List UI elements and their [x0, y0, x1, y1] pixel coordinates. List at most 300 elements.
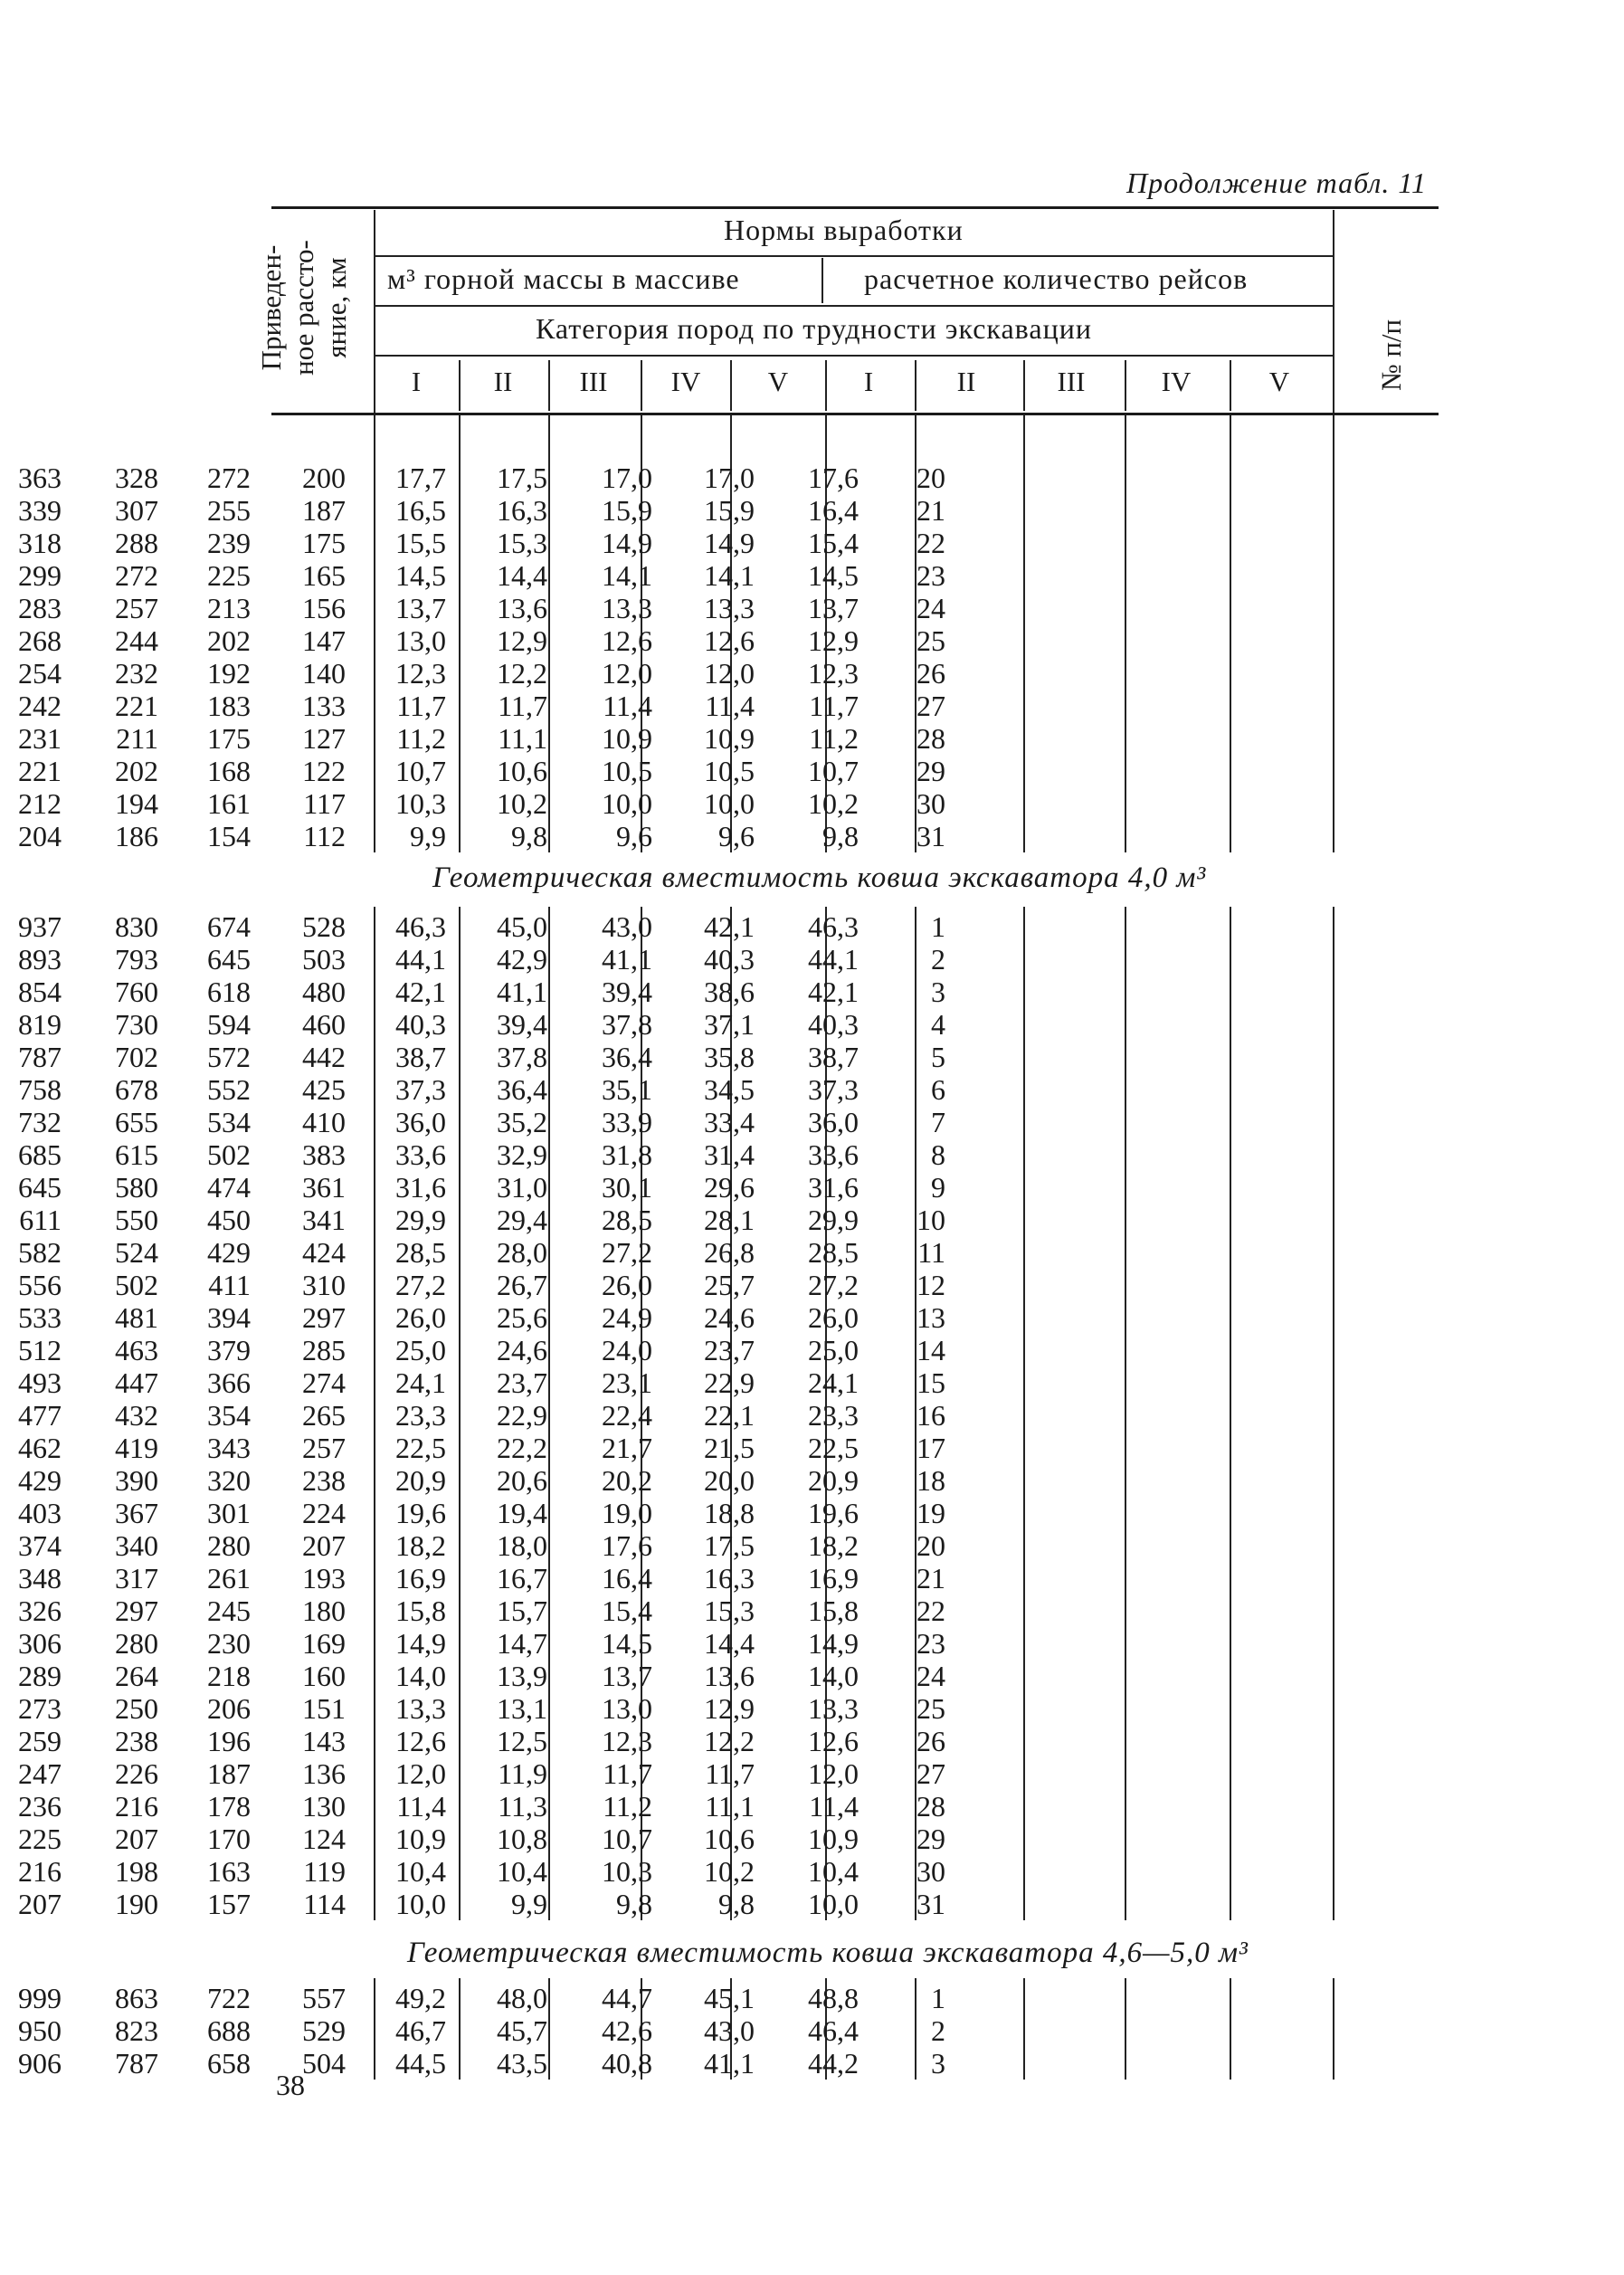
column-divider — [1230, 907, 1231, 1920]
value-cell: 221 — [115, 690, 158, 722]
table-row — [0, 1399, 1167, 1432]
value-cell: 424 — [302, 1236, 346, 1269]
value-cell: 37,8 — [497, 1041, 547, 1073]
value-cell: 27,2 — [808, 1269, 859, 1301]
row-number-cell: 20 — [916, 1529, 945, 1562]
value-cell: 25,0 — [395, 1334, 446, 1366]
roman-divider — [1023, 360, 1025, 411]
row-number-cell: 27 — [916, 1757, 945, 1790]
category-header-volume-v: V — [767, 366, 789, 397]
value-cell: 611 — [19, 1204, 62, 1236]
value-cell: 28,1 — [704, 1204, 755, 1236]
table-row — [0, 1432, 1167, 1464]
value-cell: 17,6 — [602, 1529, 652, 1562]
table-row — [0, 1725, 1167, 1757]
value-cell: 175 — [302, 527, 346, 559]
value-cell: 594 — [207, 1008, 251, 1041]
value-cell: 9,9 — [511, 1888, 547, 1920]
value-cell: 572 — [207, 1041, 251, 1073]
value-cell: 29,9 — [808, 1204, 859, 1236]
value-cell: 17,7 — [395, 462, 446, 494]
value-cell: 216 — [115, 1790, 158, 1823]
value-cell: 29,4 — [497, 1204, 547, 1236]
value-cell: 17,0 — [602, 462, 652, 494]
header-top-rule — [271, 206, 1439, 209]
value-cell: 119 — [303, 1855, 346, 1888]
value-cell: 13,7 — [602, 1660, 652, 1692]
roman-divider — [1125, 360, 1126, 411]
value-cell: 43,0 — [602, 910, 652, 943]
value-cell: 45,1 — [704, 1982, 755, 2014]
table-row — [0, 1757, 1167, 1790]
value-cell: 12,6 — [602, 624, 652, 657]
value-cell: 12,9 — [808, 624, 859, 657]
table-row — [0, 943, 1167, 976]
value-cell: 265 — [302, 1399, 346, 1432]
value-cell: 10,6 — [704, 1823, 755, 1855]
value-cell: 42,9 — [497, 943, 547, 976]
value-cell: 41,1 — [704, 2047, 755, 2080]
value-cell: 36,0 — [808, 1106, 859, 1138]
value-cell: 31,4 — [704, 1138, 755, 1171]
value-cell: 15,7 — [497, 1594, 547, 1627]
value-cell: 112 — [303, 820, 346, 852]
value-cell: 23,7 — [497, 1366, 547, 1399]
value-cell: 906 — [18, 2047, 62, 2080]
value-cell: 658 — [207, 2047, 251, 2080]
value-cell: 19,6 — [395, 1497, 446, 1529]
category-header-trips-i: I — [863, 366, 874, 397]
table-row — [0, 1529, 1167, 1562]
value-cell: 257 — [302, 1432, 346, 1464]
table-row — [0, 1855, 1167, 1888]
value-cell: 481 — [115, 1301, 158, 1334]
distance-header-line3: яние, км — [320, 257, 352, 358]
value-cell: 14,4 — [497, 559, 547, 592]
category-header-trips-ii: II — [956, 366, 976, 397]
value-cell: 685 — [18, 1138, 62, 1171]
value-cell: 854 — [18, 976, 62, 1008]
value-cell: 462 — [18, 1432, 62, 1464]
value-cell: 10,4 — [395, 1855, 446, 1888]
row-number-cell: 7 — [931, 1106, 945, 1138]
value-cell: 11,4 — [809, 1790, 859, 1823]
section-title: Геометрическая вместимость ковша экскаватора 4,0 м³ — [432, 861, 1207, 894]
value-cell: 33,6 — [395, 1138, 446, 1171]
value-cell: 12,2 — [704, 1725, 755, 1757]
row-number-cell: 31 — [916, 820, 945, 852]
table-row — [0, 1366, 1167, 1399]
value-cell: 28,5 — [395, 1236, 446, 1269]
value-cell: 13,3 — [395, 1692, 446, 1725]
row-number-cell: 31 — [916, 1888, 945, 1920]
value-cell: 133 — [302, 690, 346, 722]
value-cell: 379 — [207, 1334, 251, 1366]
value-cell: 42,1 — [808, 976, 859, 1008]
table-row — [0, 2047, 1167, 2080]
value-cell: 37,3 — [808, 1073, 859, 1106]
value-cell: 10,4 — [808, 1855, 859, 1888]
value-cell: 200 — [302, 462, 346, 494]
value-cell: 211 — [116, 722, 158, 755]
value-cell: 9,8 — [822, 820, 859, 852]
value-cell: 299 — [18, 559, 62, 592]
value-cell: 533 — [18, 1301, 62, 1334]
value-cell: 297 — [115, 1594, 158, 1627]
value-cell: 787 — [18, 1041, 62, 1073]
value-cell: 722 — [207, 1982, 251, 2014]
value-cell: 190 — [115, 1888, 158, 1920]
value-cell: 40,3 — [395, 1008, 446, 1041]
value-cell: 618 — [207, 976, 251, 1008]
row-number-cell: 20 — [916, 462, 945, 494]
value-cell: 49,2 — [395, 1982, 446, 2014]
value-cell: 11,1 — [705, 1790, 755, 1823]
value-cell: 257 — [115, 592, 158, 624]
value-cell: 218 — [207, 1660, 251, 1692]
value-cell: 207 — [115, 1823, 158, 1855]
row-number-cell: 10 — [916, 1204, 945, 1236]
value-cell: 37,8 — [602, 1008, 652, 1041]
value-cell: 226 — [115, 1757, 158, 1790]
value-cell: 390 — [115, 1464, 158, 1497]
value-cell: 9,6 — [616, 820, 652, 852]
value-cell: 17,0 — [704, 462, 755, 494]
value-cell: 20,2 — [602, 1464, 652, 1497]
value-cell: 10,3 — [395, 787, 446, 820]
value-cell: 819 — [18, 1008, 62, 1041]
value-cell: 22,5 — [808, 1432, 859, 1464]
roman-divider — [1230, 360, 1231, 411]
value-cell: 28,5 — [808, 1236, 859, 1269]
value-cell: 30,1 — [602, 1171, 652, 1204]
value-cell: 320 — [207, 1464, 251, 1497]
norms-underline — [375, 255, 1333, 257]
row-number-cell: 29 — [916, 755, 945, 787]
value-cell: 202 — [207, 624, 251, 657]
value-cell: 310 — [302, 1269, 346, 1301]
number-column-header: № п/п — [1375, 319, 1407, 391]
value-cell: 19,0 — [602, 1497, 652, 1529]
value-cell: 11,7 — [809, 690, 859, 722]
value-cell: 40,8 — [602, 2047, 652, 2080]
value-cell: 730 — [115, 1008, 158, 1041]
value-cell: 19,6 — [808, 1497, 859, 1529]
value-cell: 41,1 — [497, 976, 547, 1008]
table-row — [0, 787, 1167, 820]
value-cell: 198 — [115, 1855, 158, 1888]
value-cell: 212 — [18, 787, 62, 820]
value-cell: 13,9 — [497, 1660, 547, 1692]
value-cell: 374 — [18, 1529, 62, 1562]
value-cell: 12,6 — [395, 1725, 446, 1757]
table-row — [0, 1692, 1167, 1725]
value-cell: 10,7 — [808, 755, 859, 787]
value-cell: 678 — [115, 1073, 158, 1106]
row-number-cell: 24 — [916, 1660, 945, 1692]
value-cell: 143 — [302, 1725, 346, 1757]
value-cell: 14,1 — [602, 559, 652, 592]
value-cell: 306 — [18, 1627, 62, 1660]
value-cell: 10,7 — [602, 1823, 652, 1855]
value-cell: 273 — [18, 1692, 62, 1725]
table-row — [0, 1823, 1167, 1855]
value-cell: 17,6 — [808, 462, 859, 494]
row-number-cell: 17 — [916, 1432, 945, 1464]
table-row — [0, 722, 1167, 755]
value-cell: 787 — [115, 2047, 158, 2080]
value-cell: 40,3 — [704, 943, 755, 976]
value-cell: 15,3 — [497, 527, 547, 559]
table-row — [0, 976, 1167, 1008]
value-cell: 12,0 — [395, 1757, 446, 1790]
value-cell: 161 — [207, 787, 251, 820]
value-cell: 999 — [18, 1982, 62, 2014]
value-cell: 15,8 — [395, 1594, 446, 1627]
value-cell: 10,9 — [704, 722, 755, 755]
value-cell: 429 — [18, 1464, 62, 1497]
value-cell: 512 — [18, 1334, 62, 1366]
row-number-cell: 5 — [931, 1041, 945, 1073]
value-cell: 10,7 — [395, 755, 446, 787]
roman-divider — [641, 360, 642, 411]
roman-divider — [915, 360, 916, 411]
value-cell: 28,0 — [497, 1236, 547, 1269]
value-cell: 556 — [18, 1269, 62, 1301]
value-cell: 34,5 — [704, 1073, 755, 1106]
value-cell: 18,2 — [395, 1529, 446, 1562]
row-number-cell: 3 — [931, 976, 945, 1008]
table-row — [0, 2014, 1167, 2047]
value-cell: 503 — [302, 943, 346, 976]
value-cell: 22,5 — [395, 1432, 446, 1464]
value-cell: 524 — [115, 1236, 158, 1269]
value-cell: 366 — [207, 1366, 251, 1399]
value-cell: 688 — [207, 2014, 251, 2047]
value-cell: 529 — [302, 2014, 346, 2047]
value-cell: 261 — [207, 1562, 251, 1594]
value-cell: 16,3 — [704, 1562, 755, 1594]
row-number-cell: 28 — [916, 722, 945, 755]
table-row — [0, 1888, 1167, 1920]
row-number-cell: 25 — [916, 1692, 945, 1725]
value-cell: 43,5 — [497, 2047, 547, 2080]
page-number: 38 — [276, 2069, 305, 2101]
value-cell: 11,3 — [498, 1790, 547, 1823]
table-row — [0, 755, 1167, 787]
value-cell: 16,9 — [808, 1562, 859, 1594]
value-cell: 12,0 — [602, 657, 652, 690]
value-cell: 46,3 — [808, 910, 859, 943]
value-cell: 127 — [302, 722, 346, 755]
value-cell: 163 — [207, 1855, 251, 1888]
row-number-cell: 9 — [931, 1171, 945, 1204]
value-cell: 12,3 — [808, 657, 859, 690]
value-cell: 280 — [115, 1627, 158, 1660]
value-cell: 11,7 — [705, 1757, 755, 1790]
table-row — [0, 1073, 1167, 1106]
value-cell: 272 — [115, 559, 158, 592]
value-cell: 268 — [18, 624, 62, 657]
value-cell: 429 — [207, 1236, 251, 1269]
value-cell: 156 — [302, 592, 346, 624]
value-cell: 183 — [207, 690, 251, 722]
value-cell: 480 — [302, 976, 346, 1008]
value-cell: 477 — [18, 1399, 62, 1432]
column-divider — [1333, 414, 1334, 852]
value-cell: 37,1 — [704, 1008, 755, 1041]
value-cell: 502 — [115, 1269, 158, 1301]
table-row — [0, 1301, 1167, 1334]
value-cell: 11,9 — [498, 1757, 547, 1790]
table-row — [0, 1594, 1167, 1627]
row-number-cell: 8 — [931, 1138, 945, 1171]
value-cell: 13,7 — [395, 592, 446, 624]
value-cell: 504 — [302, 2047, 346, 2080]
value-cell: 43,0 — [704, 2014, 755, 2047]
value-cell: 33,9 — [602, 1106, 652, 1138]
value-cell: 348 — [18, 1562, 62, 1594]
value-cell: 354 — [207, 1399, 251, 1432]
value-cell: 13,3 — [602, 592, 652, 624]
value-cell: 863 — [115, 1982, 158, 2014]
table-row — [0, 1464, 1167, 1497]
value-cell: 432 — [115, 1399, 158, 1432]
value-cell: 36,4 — [602, 1041, 652, 1073]
row-number-cell: 11 — [917, 1236, 945, 1269]
distance-header-line2: ное рассто- — [288, 240, 319, 376]
value-cell: 46,7 — [395, 2014, 446, 2047]
table-row — [0, 527, 1167, 559]
value-cell: 655 — [115, 1106, 158, 1138]
value-cell: 10,4 — [497, 1855, 547, 1888]
value-cell: 645 — [18, 1171, 62, 1204]
value-cell: 154 — [207, 820, 251, 852]
value-cell: 236 — [18, 1790, 62, 1823]
value-cell: 38,6 — [704, 976, 755, 1008]
value-cell: 12,5 — [497, 1725, 547, 1757]
value-cell: 239 — [207, 527, 251, 559]
category-header-volume-i: I — [411, 366, 422, 397]
value-cell: 122 — [302, 755, 346, 787]
value-cell: 18,8 — [704, 1497, 755, 1529]
table-row — [0, 1008, 1167, 1041]
value-cell: 242 — [18, 690, 62, 722]
value-cell: 26,0 — [395, 1301, 446, 1334]
value-cell: 10,0 — [704, 787, 755, 820]
value-cell: 12,9 — [497, 624, 547, 657]
value-cell: 264 — [115, 1660, 158, 1692]
value-cell: 403 — [18, 1497, 62, 1529]
distance-header-line1: Приведен- — [255, 244, 287, 371]
value-cell: 280 — [207, 1529, 251, 1562]
table-row — [0, 1171, 1167, 1204]
row-number-cell: 23 — [916, 1627, 945, 1660]
value-cell: 410 — [302, 1106, 346, 1138]
value-cell: 40,3 — [808, 1008, 859, 1041]
value-cell: 367 — [115, 1497, 158, 1529]
value-cell: 13,6 — [704, 1660, 755, 1692]
value-cell: 28,5 — [602, 1204, 652, 1236]
value-cell: 10,0 — [602, 787, 652, 820]
value-cell: 552 — [207, 1073, 251, 1106]
value-cell: 11,1 — [498, 722, 547, 755]
value-cell: 13,1 — [497, 1692, 547, 1725]
value-cell: 615 — [115, 1138, 158, 1171]
value-cell: 893 — [18, 943, 62, 976]
value-cell: 231 — [18, 722, 62, 755]
table-row — [0, 462, 1167, 494]
value-cell: 36,0 — [395, 1106, 446, 1138]
value-cell: 12,3 — [602, 1725, 652, 1757]
value-cell: 224 — [302, 1497, 346, 1529]
row-number-cell: 19 — [916, 1497, 945, 1529]
value-cell: 11,4 — [396, 1790, 446, 1823]
value-cell: 255 — [207, 494, 251, 527]
value-cell: 14,9 — [704, 527, 755, 559]
value-cell: 493 — [18, 1366, 62, 1399]
norms-header: Нормы выработки — [724, 214, 964, 246]
trips-group-header: расчетное количество рейсов — [864, 262, 1249, 295]
value-cell: 254 — [18, 657, 62, 690]
value-cell: 24,6 — [497, 1334, 547, 1366]
value-cell: 363 — [18, 462, 62, 494]
value-cell: 39,4 — [497, 1008, 547, 1041]
value-cell: 169 — [302, 1627, 346, 1660]
value-cell: 463 — [115, 1334, 158, 1366]
table-row — [0, 1790, 1167, 1823]
value-cell: 193 — [302, 1562, 346, 1594]
value-cell: 27,2 — [602, 1236, 652, 1269]
row-number-cell: 27 — [916, 690, 945, 722]
value-cell: 394 — [207, 1301, 251, 1334]
row-number-cell: 21 — [916, 494, 945, 527]
value-cell: 760 — [115, 976, 158, 1008]
value-cell: 17,5 — [704, 1529, 755, 1562]
row-number-cell: 18 — [916, 1464, 945, 1497]
value-cell: 151 — [302, 1692, 346, 1725]
value-cell: 13,7 — [808, 592, 859, 624]
value-cell: 11,2 — [809, 722, 859, 755]
value-cell: 9,6 — [718, 820, 755, 852]
value-cell: 11,7 — [396, 690, 446, 722]
value-cell: 937 — [18, 910, 62, 943]
value-cell: 317 — [115, 1562, 158, 1594]
value-cell: 250 — [115, 1692, 158, 1725]
value-cell: 247 — [18, 1757, 62, 1790]
value-cell: 18,2 — [808, 1529, 859, 1562]
value-cell: 383 — [302, 1138, 346, 1171]
value-cell: 10,6 — [497, 755, 547, 787]
value-cell: 221 — [18, 755, 62, 787]
value-cell: 206 — [207, 1692, 251, 1725]
value-cell: 17,5 — [497, 462, 547, 494]
row-number-cell: 24 — [916, 592, 945, 624]
value-cell: 15,3 — [704, 1594, 755, 1627]
row-number-cell: 16 — [916, 1399, 945, 1432]
value-cell: 10,2 — [497, 787, 547, 820]
value-cell: 12,6 — [808, 1725, 859, 1757]
value-cell: 12,0 — [704, 657, 755, 690]
value-cell: 124 — [302, 1823, 346, 1855]
value-cell: 830 — [115, 910, 158, 943]
value-cell: 230 — [207, 1627, 251, 1660]
value-cell: 160 — [302, 1660, 346, 1692]
value-cell: 202 — [115, 755, 158, 787]
value-cell: 20,9 — [808, 1464, 859, 1497]
table-row — [0, 1138, 1167, 1171]
value-cell: 11,7 — [498, 690, 547, 722]
